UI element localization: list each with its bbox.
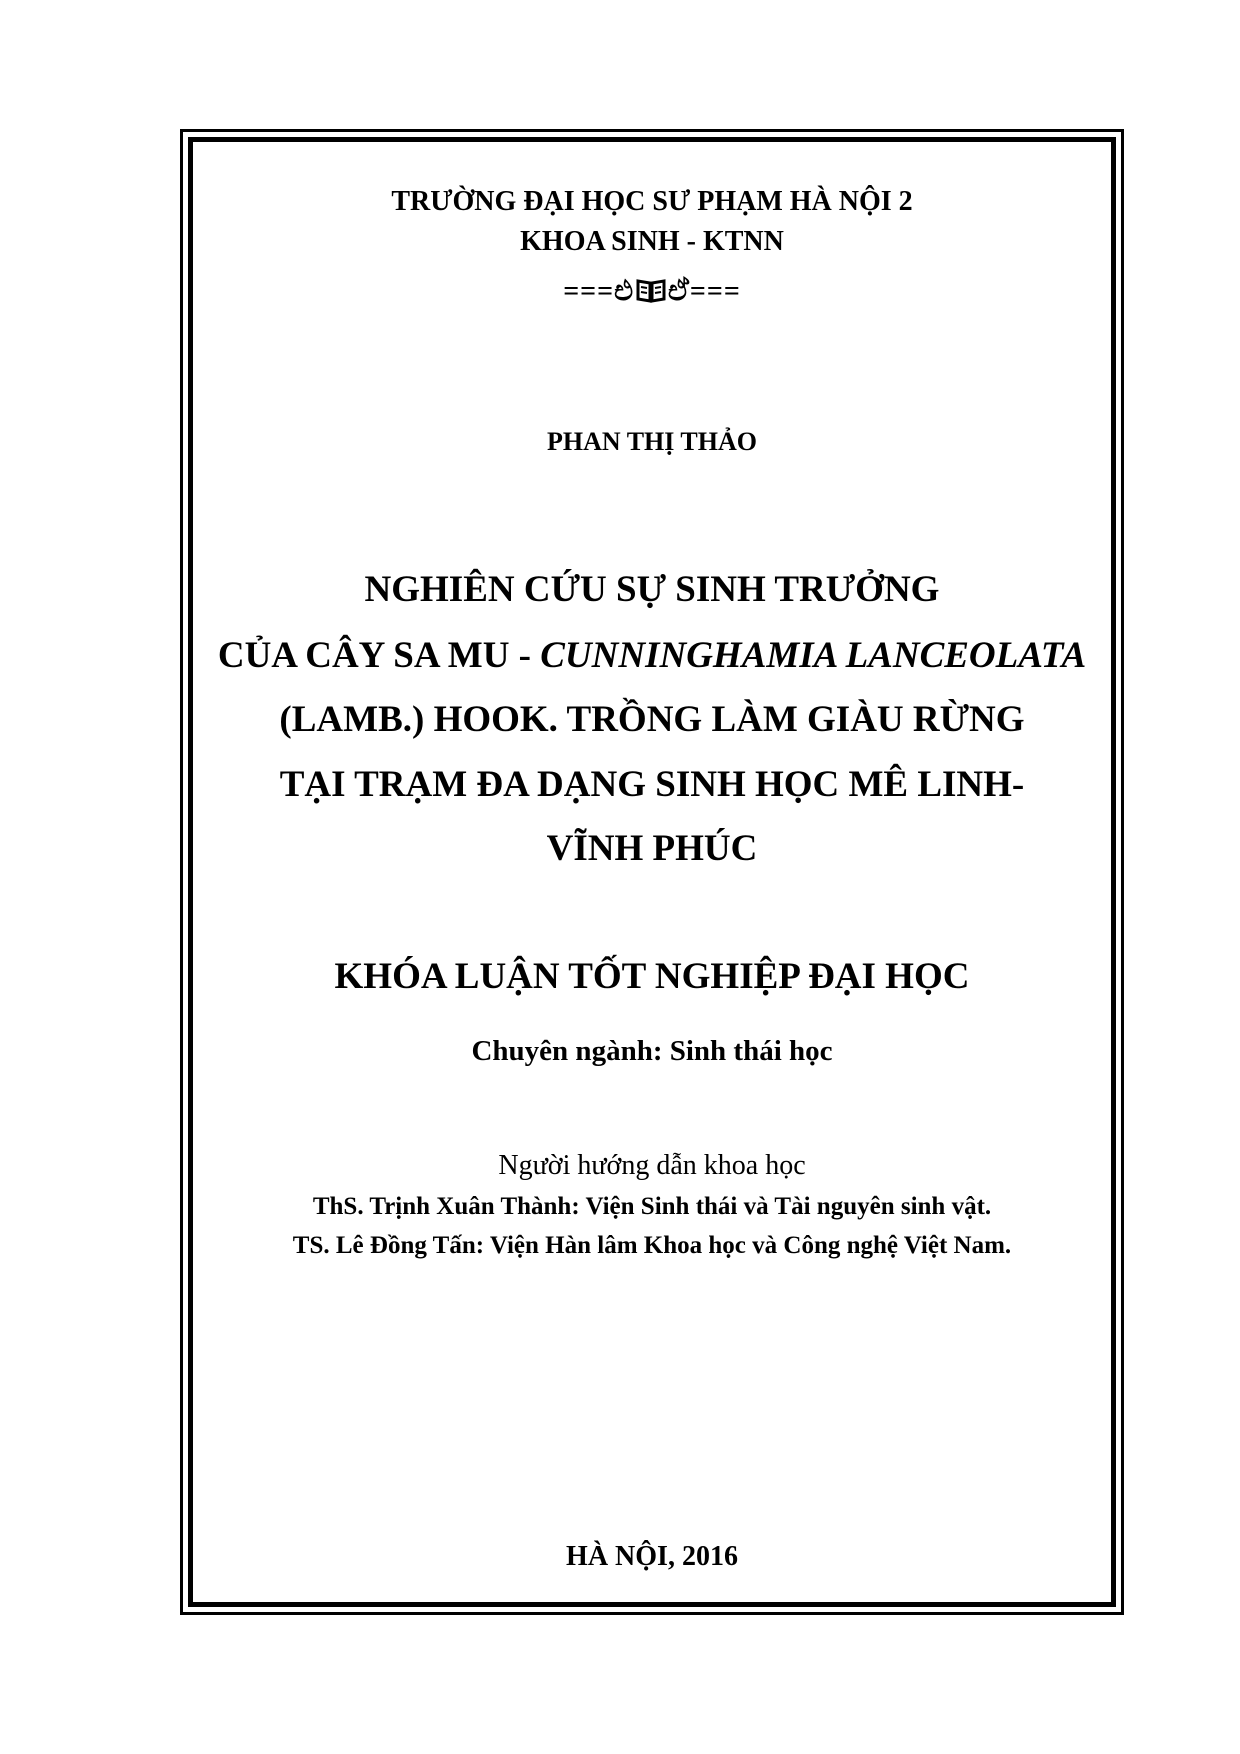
- university-name: TRƯỜNG ĐẠI HỌC SƯ PHẠM HÀ NỘI 2: [391, 186, 913, 217]
- title-scientific-name: CUNNINGHAMIA LANCEOLATA: [540, 635, 1087, 676]
- page-border-inner: [188, 137, 1116, 1607]
- thesis-type: KHÓA LUẬN TỐT NGHIỆP ĐẠI HỌC: [334, 956, 970, 997]
- ornament-right-flourish: ඒ: [668, 276, 690, 307]
- title-line-2: [188, 634, 1116, 677]
- title-line-5: VĨNH PHÚC: [546, 828, 758, 869]
- advisor-2: TS. Lê Đồng Tấn: Viện Hàn lâm Khoa học và Công nghệ Việt Nam.: [292, 1232, 1012, 1259]
- place-year: HÀ NỘI, 2016: [566, 1541, 738, 1572]
- advisor-1: ThS. Trịnh Xuân Thành: Viện Sinh thái và Tài nguyên sinh vật.: [312, 1193, 992, 1220]
- title-line-3: (LAMB.) HOOK. TRỒNG LÀM GIÀU RỪNG: [279, 699, 1025, 740]
- ornament-left: ===: [563, 276, 615, 307]
- major: Chuyên ngành: Sinh thái học: [471, 1035, 833, 1067]
- ornament-left-flourish: එ: [614, 276, 635, 307]
- faculty-name: KHOA SINH - KTNN: [520, 226, 784, 257]
- advisors-heading: Người hướng dẫn khoa học: [498, 1150, 806, 1181]
- ornament-right: ===: [689, 276, 741, 307]
- title-line-2-plain: CỦA CÂY SA MU -: [217, 635, 541, 676]
- ornament-divider: [188, 276, 1116, 311]
- title-line-4: TẠI TRẠM ĐA DẠNG SINH HỌC MÊ LINH-: [279, 764, 1025, 805]
- title-line-1: NGHIÊN CỨU SỰ SINH TRƯỞNG: [364, 569, 940, 610]
- author-name: PHAN THỊ THẢO: [547, 427, 757, 456]
- open-book-icon: [636, 277, 666, 311]
